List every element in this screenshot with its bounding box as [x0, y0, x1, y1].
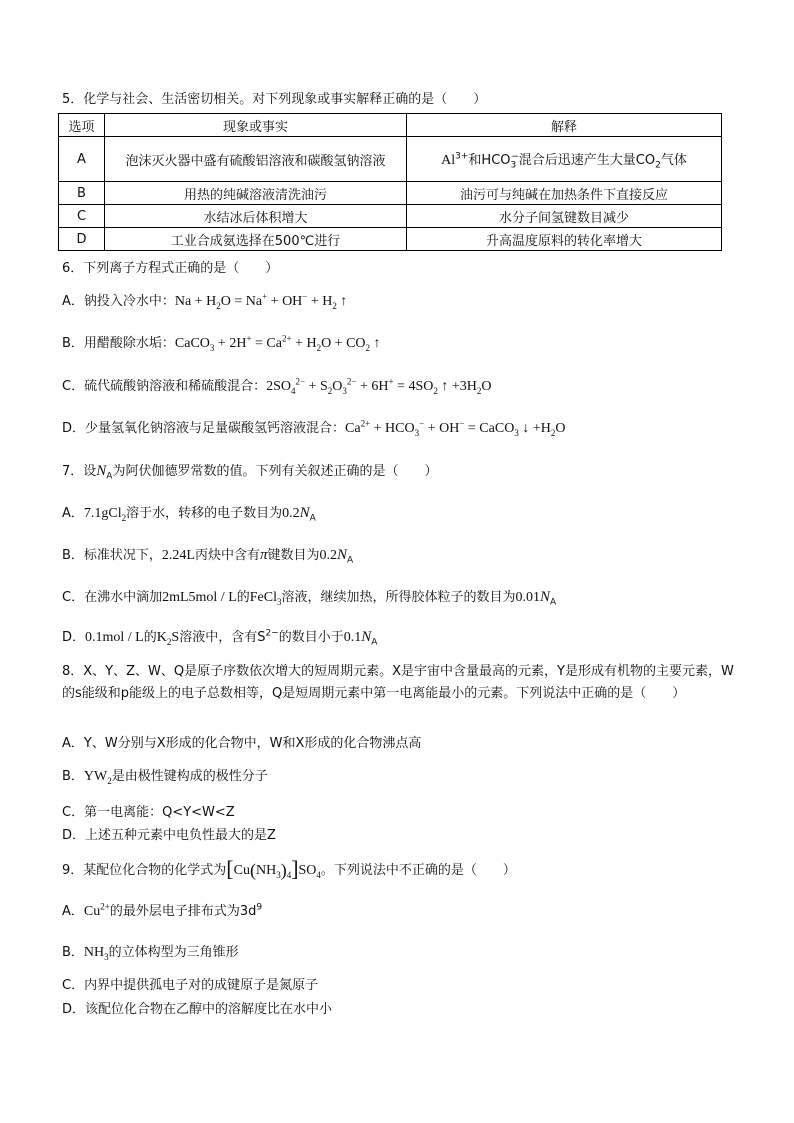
row-explanation: 升高温度原料的转化率增大 — [407, 228, 722, 251]
q6-option-a: A．钠投入冷水中：$Na + H_2O = Na^+ + OH^- + H_2$ ↑ — [62, 291, 348, 311]
row-fact: 用热的纯碱溶液清洗油污 — [105, 182, 407, 205]
table-row — [59, 205, 722, 228]
table-row — [59, 228, 722, 251]
header-option: 选项 — [59, 114, 105, 137]
header-fact: 现象或事实 — [105, 114, 407, 137]
table-row — [59, 137, 722, 182]
q7-stem: 7．设$N_A$为阿伏伽德罗常数的值。下列有关叙述正确的是（ ） — [62, 463, 438, 482]
row-explanation: $Al^{3+}$和$HCO_3^-$混合后迅速产生大量$CO_2$气体 — [407, 137, 722, 182]
q8-option-a: A．Y、W分别与X形成的化合物中，W和X形成的化合物沸点高 — [62, 736, 422, 751]
q6-stem: 6．下列离子方程式正确的是（ ） — [62, 261, 279, 276]
q9-option-b: B．$NH_3$的立体构型为三角锥形 — [62, 945, 239, 962]
q7-option-b: B．标准状况下，2.24L丙炔中含有π键数目为$0.2N_A$ — [62, 547, 354, 566]
q5-table-header — [59, 114, 722, 137]
q6-option-b: B．用醋酸除水垢：CaCO$_3$ + $2H^+ = Ca^{2+} + H_2O + CO_2$ ↑ — [62, 333, 381, 353]
row-explanation: 水分子间氢键数目减少 — [407, 205, 722, 228]
q9-option-d: D．该配位化合物在乙醇中的溶解度比在水中小 — [62, 1002, 333, 1017]
q7-option-a: A．7.1gCl$_2$溶于水，转移的电子数目为$0.2N_A$ — [62, 505, 316, 524]
q6-option-d: D．少量氢氧化钠溶液与足量碳酸氢钙溶液混合：$Ca^{2+} + HCO_3^- + OH^-$ = CaCO$_3$ ↓ $+H_2O$ — [62, 418, 566, 438]
q9-option-a: A．$Cu^{2+}$的最外层电子排布式为$3d^9$ — [62, 901, 263, 919]
row-explanation: 油污可与纯碱在加热条件下直接反应 — [407, 182, 722, 205]
q5-stem: 5．化学与社会、生活密切相关。对下列现象或事实解释正确的是（ ） — [62, 92, 487, 107]
q7-option-c: C．在沸水中滴加2mL5mol / L的FeCl$_3$溶液，继续加热，所得胶体粒子的数目为$0.01N_A$ — [62, 589, 557, 608]
row-option: B — [59, 182, 105, 205]
q9-stem: 9．某配位化合物的化学式为$[Cu(NH_3)_4]SO_4$。下列说法中不正确的是（ ） — [62, 856, 516, 881]
row-option: D — [59, 228, 105, 251]
q7-option-d: D．0.1mol / L的$K_2S$溶液中，含有$S^{2-}$的数目小于$0.1N_A$ — [62, 628, 378, 648]
row-fact: 泡沫灭火器中盛有硫酸铝溶液和碳酸氢钠溶液 — [105, 137, 407, 182]
row-fact: 工业合成氨选择在500℃进行 — [105, 228, 407, 251]
q6-option-c: C．硫代硫酸钠溶液和稀硫酸混合：$2SO_4^{2-} + S_2O_3^{2-} + 6H^+ = 4SO_2$ ↑ $+3H_2O$ — [62, 376, 492, 396]
q8-option-b: B．$YW_2$是由极性键构成的极性分子 — [62, 769, 268, 786]
header-explanation: 解释 — [407, 114, 722, 137]
q8-option-d: D．上述五种元素中电负性最大的是Z — [62, 828, 276, 843]
row-fact: 水结冰后体积增大 — [105, 205, 407, 228]
q5-table — [58, 113, 722, 251]
row-option: A — [59, 137, 105, 182]
row-option: C — [59, 205, 105, 228]
q8-stem: 8．X、Y、Z、W、Q是原子序数依次增大的短周期元素。X是宇宙中含量最高的元素，Y是形成有机物的主要元素，W的s能级和p能级上的电子总数相等，Q是短周期元素中第一电离能最小的元素。下列说法中正确的是（ ） — [62, 664, 734, 701]
table-row — [59, 182, 722, 205]
q8-option-c: C．第一电离能：Q<Y<W<Z — [62, 805, 235, 820]
q9-option-c: C．内界中提供孤电子对的成键原子是氮原子 — [62, 978, 319, 993]
